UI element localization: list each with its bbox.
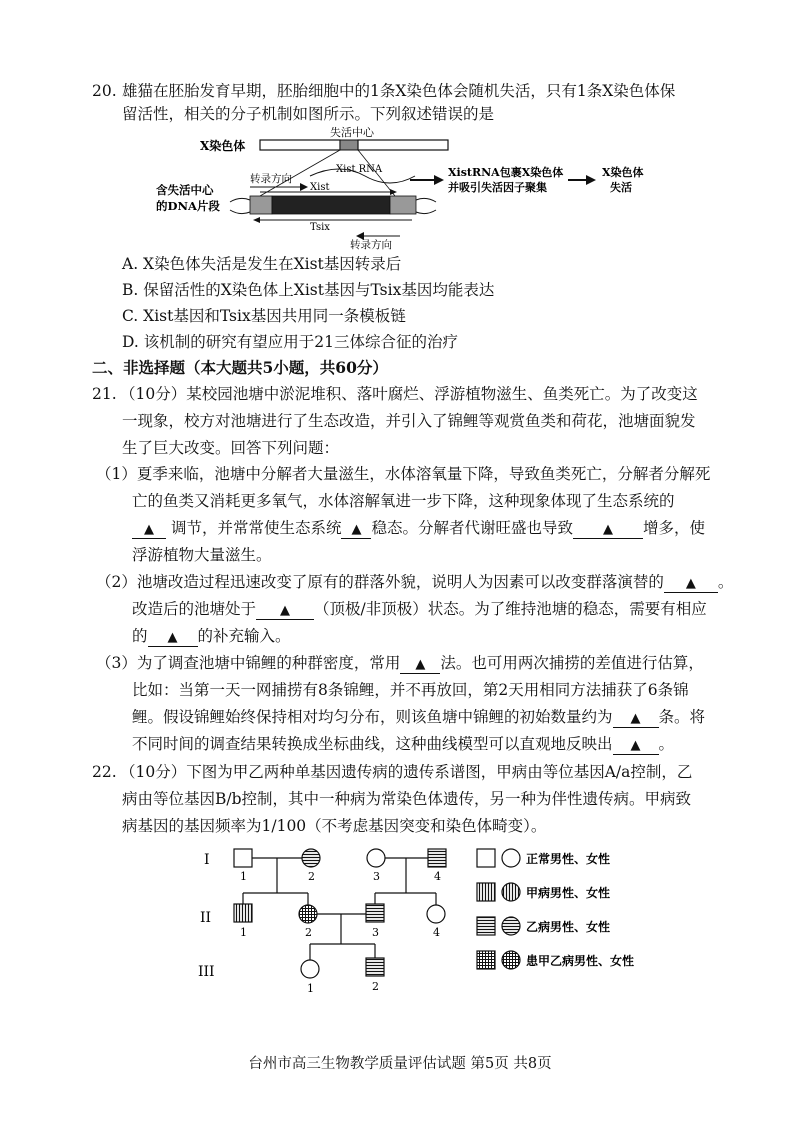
- label-II3: 3: [372, 926, 379, 939]
- legend-disease-a-female: [502, 883, 520, 901]
- inactivation-center-block: [340, 140, 358, 150]
- answer-blank[interactable]: ▲: [148, 628, 198, 647]
- generation-label-ii: II: [200, 910, 212, 926]
- q22-stem-line3: 病基因的基因频率为1/100（不考虑基因突变和染色体畸变）。: [122, 817, 547, 835]
- legend-both-label: 患甲乙病男性、女性: [526, 954, 635, 968]
- individual-II2-both-diseases-female: [299, 905, 317, 923]
- q21-part2-line3: 的 ▲ 的补充输入。: [132, 627, 291, 645]
- q20-option-c: C. Xist基因和Tsix基因共用同一条模板链: [122, 307, 406, 325]
- q21-part3-line1: （3）为了调查池塘中锦鲤的种群密度，常用 ▲ 法。也可用两次捕捞的差值进行估算，: [96, 654, 704, 672]
- xist-rna-label: Xist RNA: [336, 164, 383, 175]
- x-chromosome-label: X染色体: [200, 139, 246, 153]
- legend-disease-a-male: [477, 883, 495, 901]
- dna-left-hatched: [250, 196, 272, 214]
- process-step1-line2: 并吸引失活因子聚集: [448, 181, 547, 194]
- q21-part1-line3: ▲ 调节，并常常使生态系统 ▲ 稳态。分解者代谢旺盛也导致 ▲ 增多，使: [132, 518, 705, 539]
- q20-stem-line1: 雄猫在胚胎发育早期，胚胎细胞中的1条X染色体会随机失活，只有1条X染色体保: [122, 82, 676, 100]
- tsix-gene-label: Tsix: [310, 222, 330, 233]
- q21-part3-line3: 鲤。假设锦鲤始终保持相对均匀分布，则该鱼塘中锦鲤的初始数量约为 ▲ 条。将: [132, 708, 706, 726]
- page-footer: 台州市高三生物教学质量评估试题 第5页 共8页: [248, 1056, 552, 1072]
- label-III2: 2: [372, 980, 379, 993]
- pedigree-chart: [190, 838, 660, 1003]
- legend-disease-b-female: [502, 917, 520, 935]
- label-III1: 1: [307, 982, 314, 995]
- legend-disease-b-label: 乙病男性、女性: [526, 920, 611, 934]
- q22-stem-line2: 病由等位基因B/b控制，其中一种病为常染色体遗传，另一种为伴性遗传病。甲病致: [122, 790, 692, 808]
- individual-III2-disease-b-male: [366, 958, 384, 976]
- q21-number: 21.: [92, 385, 117, 403]
- answer-blank[interactable]: ▲: [613, 736, 659, 755]
- answer-blank[interactable]: ▲: [341, 520, 371, 539]
- legend-disease-a-label: 甲病男性、女性: [526, 886, 611, 900]
- transcription-direction-top: 转录方向: [250, 173, 292, 185]
- label-I3: 3: [373, 870, 380, 883]
- individual-I2-disease-b-female: [302, 849, 320, 867]
- individual-III1-normal-female: [301, 960, 319, 978]
- q20-number: 20.: [92, 82, 117, 100]
- x-inactivation-diagram: [150, 124, 690, 250]
- legend-normal-label: 正常男性、女性: [526, 852, 611, 866]
- q20-option-b: B. 保留活性的X染色体上Xist基因与Tsix基因均能表达: [122, 281, 495, 299]
- label-I4: 4: [434, 870, 441, 883]
- xist-gene-label: Xist: [310, 182, 330, 193]
- q20-option-a: A. X染色体失活是发生在Xist基因转录后: [122, 255, 402, 273]
- q21-part3-line4: 不同时间的调查结果转换成坐标曲线，这种曲线模型可以直观地反映出 ▲ 。: [132, 735, 675, 753]
- section-heading-nonchoice: 二、非选择题（本大题共5小题，共60分）: [92, 358, 388, 377]
- q21-part2-line1: （2）池塘改造过程迅速改变了原有的群落外貌，说明人为因素可以改变群落演替的 ▲ 。: [96, 573, 734, 591]
- answer-blank[interactable]: ▲: [256, 601, 314, 620]
- chromosome-left-arm: [260, 140, 340, 150]
- q21-part1-line1: （1）夏季来临，池塘中分解者大量滋生，水体溶氧量下降，导致鱼类死亡，分解者分解死: [96, 465, 711, 483]
- q21-part1-line4: 浮游植物大量滋生。: [132, 546, 272, 564]
- individual-II4-normal-female: [427, 905, 445, 923]
- dna-fragment-label-1: 含失活中心: [156, 183, 214, 197]
- dna-fragment-label-2: 的DNA片段: [156, 199, 220, 213]
- answer-blank[interactable]: ▲: [613, 709, 659, 728]
- legend-both-female: [502, 951, 520, 969]
- label-I2: 2: [308, 870, 315, 883]
- answer-blank[interactable]: ▲: [132, 520, 166, 539]
- q21-part1-line2: 亡的鱼类又消耗更多氧气，水体溶解氧进一步下降，这种现象体现了生态系统的: [132, 492, 675, 510]
- q21-intro-line2: 一现象，校方对池塘进行了生态改造，并引入了锦鲤等观赏鱼类和荷花，池塘面貌发: [122, 412, 696, 430]
- answer-blank[interactable]: ▲: [573, 520, 643, 539]
- q22-stem-line1: （10分）下图为甲乙两种单基因遗传病的遗传系谱图，甲病由等位基因A/a控制，乙: [120, 763, 693, 781]
- process-step1-line1: XistRNA包裹X染色体: [448, 166, 564, 179]
- legend-normal-male: [477, 849, 495, 867]
- q21-intro-line3: 生了巨大改变。回答下列问题：: [122, 439, 340, 457]
- process-step2-line2: 失活: [610, 181, 632, 194]
- individual-I4-disease-b-male: [428, 849, 446, 867]
- legend-normal-female: [502, 849, 520, 867]
- individual-II1-disease-a-male: [234, 904, 252, 922]
- q20-option-d: D. 该机制的研究有望应用于21三体综合征的治疗: [122, 333, 458, 351]
- q22-number: 22.: [92, 763, 117, 781]
- process-step2-line1: X染色体: [602, 166, 644, 179]
- dna-right-hatched: [390, 196, 416, 214]
- individual-I3-normal-female: [367, 849, 385, 867]
- transcription-direction-bottom: 转录方向: [350, 239, 392, 250]
- individual-I1-normal-male: [234, 849, 252, 867]
- answer-blank[interactable]: ▲: [664, 574, 718, 593]
- legend-disease-b-male: [477, 917, 495, 935]
- chromosome-right-arm: [358, 140, 448, 150]
- q20-stem-line2: 留活性，相关的分子机制如图所示。下列叙述错误的是: [122, 105, 495, 123]
- label-II1: 1: [240, 926, 247, 939]
- inactivation-center-label: 失活中心: [330, 126, 374, 139]
- q21-part2-line2: 改造后的池塘处于 ▲ （顶极/非顶极）状态。为了维持池塘的稳态，需要有相应: [132, 600, 707, 618]
- q21-part3-line2: 比如：当第一天一网捕捞有8条锦鲤，并不再放回，第2天用相同方法捕获了6条锦: [132, 681, 689, 699]
- individual-II3-disease-b-male: [366, 904, 384, 922]
- answer-blank[interactable]: ▲: [400, 655, 440, 674]
- label-I1: 1: [240, 870, 247, 883]
- q21-intro-line1: （10分）某校园池塘中淤泥堆积、落叶腐烂、浮游植物滋生、鱼类死亡。为了改变这: [120, 385, 698, 403]
- label-II2: 2: [305, 926, 312, 939]
- process-arrow-1: [434, 175, 444, 185]
- dna-xist-region: [272, 196, 390, 214]
- legend-both-male: [477, 951, 495, 969]
- generation-label-iii: III: [198, 964, 215, 980]
- generation-label-i: I: [204, 852, 210, 868]
- label-II4: 4: [433, 926, 440, 939]
- process-arrow-2: [586, 175, 596, 185]
